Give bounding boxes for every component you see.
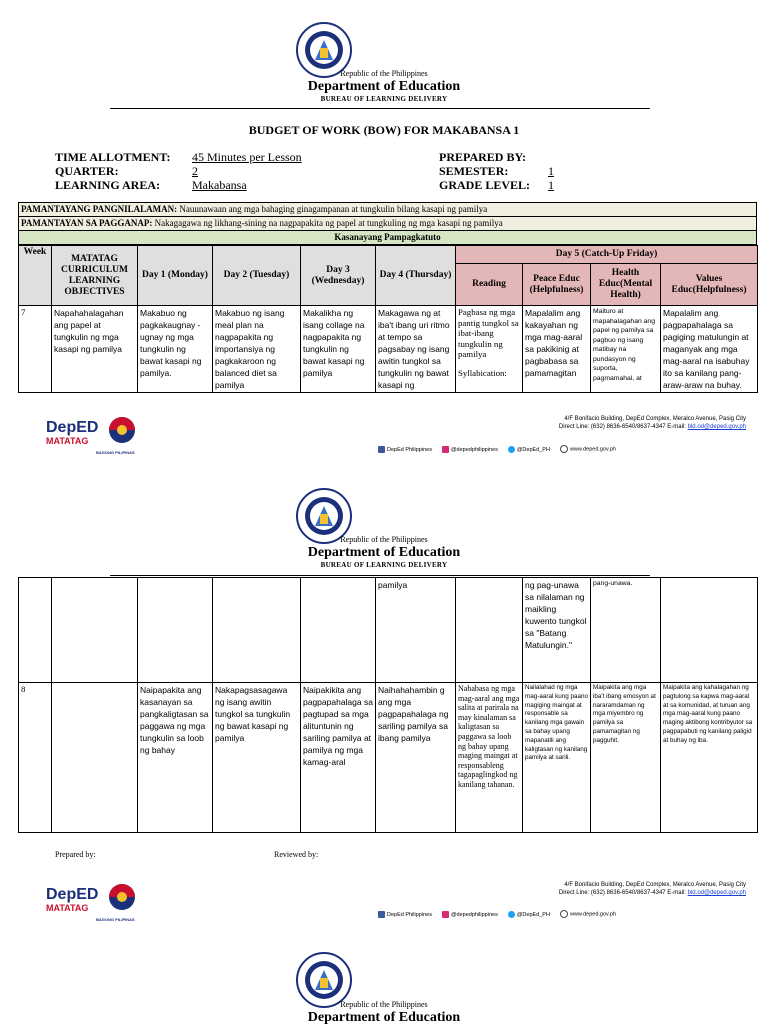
values-cell xyxy=(661,306,758,393)
globe-icon xyxy=(560,445,568,453)
facebook-icon xyxy=(378,911,385,918)
bow-table-page1 xyxy=(18,245,758,393)
semester-value: 1 xyxy=(548,164,554,178)
peace-cell: ng pag-unawa sa nilalaman ng maikling kuwento tungkol sa "Batang Matulungin." xyxy=(523,578,591,683)
social-links xyxy=(378,910,616,918)
health-header: Health Educ(Mental Health) xyxy=(591,264,661,306)
day2-cell xyxy=(213,578,301,683)
website-text: www.deped.gov.ph xyxy=(569,911,617,918)
table-row-week7-continued xyxy=(19,578,758,683)
objective-cell: Napahahalagahan ang papel at tungkulin ng mga kasapi ng pamilya xyxy=(52,306,138,393)
competency-heading: Kasanayang Pampagkatuto xyxy=(19,231,757,245)
website-link[interactable] xyxy=(560,910,616,918)
header-divider xyxy=(110,108,650,109)
values-cell: Maipakita ang kahalagahan ng pagtulong sa kapwa mag-aaral at sa komunidad, at turuan ang mga mag-aaral kung paano maging aktibong kontribyutor sa pagpapabuti ng kanilang paligid at buhay ng iba. xyxy=(661,683,758,833)
health-cell: Maipakita ang mga iba't ibang emosyon at nararamdaman ng mga miyembro ng pamilya sa pamamagitan ng pagguhit. xyxy=(591,683,661,833)
twitter-link[interactable] xyxy=(508,446,550,453)
instagram-icon xyxy=(442,911,449,918)
reading-text: Pagbasa ng mga pantig tungkol sa ibat-ibang tungkulin ng pamilya xyxy=(458,307,519,359)
social-links xyxy=(378,445,616,453)
week-header: Week xyxy=(19,246,52,306)
day3-cell: Naipakikita ang pagpapahalaga sa pagtupad sa mga alituntunin ng sariling pamilya at pamilya ng mga kamag-aral xyxy=(301,683,376,833)
instagram-icon xyxy=(442,446,449,453)
performance-standard-row xyxy=(19,217,757,231)
peace-cell xyxy=(523,306,591,393)
day5-header: Day 5 (Catch-Up Friday) xyxy=(456,246,758,264)
instagram-text: @depedphilippines xyxy=(450,446,498,453)
instagram-link[interactable] xyxy=(442,911,498,918)
week-cell xyxy=(19,578,52,683)
address-line: 4/F Bonifacio Building, DepEd Complex, Meralco Avenue, Pasig City xyxy=(564,416,746,422)
quarter-value: 2 xyxy=(192,164,198,178)
direct-line xyxy=(430,889,746,897)
direct-text: Direct Line: (632) 8636-6540/8637-4347 E-mail: xyxy=(558,890,686,896)
department-title: Department of Education xyxy=(307,545,461,560)
health-cell: pang-unawa. xyxy=(591,578,661,683)
day4-text: Makagawa ng at iba't ibang uri ritmo at tempo sa pagsabay ng isang awitin tungkol sa tungkulin ng bawat kasapi ng xyxy=(378,308,450,390)
day1-cell xyxy=(138,578,213,683)
deped-logo-text: DepED xyxy=(46,886,99,903)
table-row-week7 xyxy=(19,306,758,393)
reading-header: Reading xyxy=(456,264,523,306)
health-cell xyxy=(591,306,661,393)
day3-cell xyxy=(301,578,376,683)
website-link[interactable] xyxy=(560,445,616,453)
twitter-link[interactable] xyxy=(508,911,550,918)
day1-header: Day 1 (Monday) xyxy=(138,246,213,306)
bureau-text: BUREAU OF LEARNING DELIVERY xyxy=(320,561,448,569)
reading-cell xyxy=(456,578,523,683)
objective-cell xyxy=(52,683,138,833)
email-link[interactable]: bld.od@deped.gov.ph xyxy=(687,890,746,896)
day2-header: Day 2 (Tuesday) xyxy=(213,246,301,306)
matatag-logo-text: MATATAG xyxy=(46,903,89,913)
day2-cell: Nakapagsasagawa ng isang awitin tungkol sa tungkulin ng bawat kasapi ng pamilya xyxy=(213,683,301,833)
values-header: Values Educ(Helpfulness) xyxy=(661,264,758,306)
department-title: Department of Education xyxy=(307,79,461,94)
globe-icon xyxy=(560,910,568,918)
peace-text: Mapalalim ang kakayahan ng mga mag-aaral sa pakikinig at pagbabasa sa pamamagitan xyxy=(525,308,583,378)
matatag-logo-text: MATATAG xyxy=(46,436,89,446)
standards-table xyxy=(18,202,757,245)
quarter-label: QUARTER: xyxy=(55,164,119,178)
prepared-by-signature: Prepared by: xyxy=(55,850,96,859)
deped-logo-text: DepED xyxy=(46,419,99,436)
objectives-header: MATATAG CURRICULUM LEARNING OBJECTIVES xyxy=(52,246,138,306)
address-line: 4/F Bonifacio Building, DepEd Complex, Meralco Avenue, Pasig City xyxy=(564,882,746,888)
header-divider xyxy=(110,575,650,576)
bagong-pilipinas-icon xyxy=(100,414,144,448)
health-text: Maituro at mapahalagahan ang papel ng pamilya sa pagbuo ng isang matibay na pundasyon ng suporta, pagmamahal, at xyxy=(593,308,655,382)
grade-level-label: GRADE LEVEL: xyxy=(439,178,531,192)
bagong-pilipinas-icon xyxy=(100,881,144,915)
twitter-text: @DepEd_PH xyxy=(516,446,550,453)
department-title: Department of Education xyxy=(307,1010,461,1025)
performance-standard-text: Nakagagawa ng likhang-sining na nagpapakita ng papel at tungkuling ng mga kasapi ng pamilya xyxy=(154,218,503,228)
prepared-by-label: PREPARED BY: xyxy=(439,150,527,164)
day4-cell xyxy=(376,306,456,393)
day4-cell: pamilya xyxy=(376,578,456,683)
bagong-pilipinas-text: BAGONG PILIPINAS xyxy=(96,917,135,922)
grade-level-value: 1 xyxy=(548,178,554,192)
values-cell xyxy=(661,578,758,683)
reading-cell: Nababasa ng mga mag-aaral ang mga salita at parirala na may kinalaman sa kaligtasan sa paggawa sa loob ng bahay upang maging maingat at responsableng tagapaglingkod ng kanilang tahanan. xyxy=(456,683,523,833)
peace-header: Peace Educ (Helpfulness) xyxy=(523,264,591,306)
day2-cell: Makabuo ng isang meal plan na nagpapakita ng importansiya ng pagkakaroon ng balanced diet sa pamilya xyxy=(213,306,301,393)
republic-text: Republic of the Philippines xyxy=(340,69,428,78)
day4-header: Day 4 (Thursday) xyxy=(376,246,456,306)
day1-cell: Naipapakita ang kasanayan sa pangkaligtasan sa paggawa ng mga tungkulin sa loob ng bahay xyxy=(138,683,213,833)
content-standard-text: Nauunawaan ang mga bahaging ginagampanan at tungkulin bilang kasapi ng pamilya xyxy=(179,204,488,214)
learning-area-value: Makabansa xyxy=(192,178,247,192)
performance-standard-label: PAMANTAYAN SA PAGGANAP: xyxy=(21,218,153,228)
peace-cell: Nailalahad ng mga mag-aaral kung paano magiging maingat at responsable sa kanilang mga gawain sa bahay upang mapanatili ang kaligtasan ng kanilang pamilya at sarili. xyxy=(523,683,591,833)
facebook-link[interactable] xyxy=(378,911,432,918)
facebook-text: DepEd Philippines xyxy=(387,911,432,918)
email-link[interactable]: bld.od@deped.gov.ph xyxy=(687,424,746,430)
document-title: BUDGET OF WORK (BOW) FOR MAKABANSA 1 xyxy=(248,123,520,137)
footer-address xyxy=(430,881,746,897)
footer-address xyxy=(430,415,746,431)
reading-cell xyxy=(456,306,523,393)
twitter-icon xyxy=(508,911,515,918)
deped-matatag-logo xyxy=(46,887,98,913)
facebook-link[interactable] xyxy=(378,446,432,453)
bureau-text: BUREAU OF LEARNING DELIVERY xyxy=(320,95,448,103)
table-row-week8 xyxy=(19,683,758,833)
time-allotment-value: 45 Minutes per Lesson xyxy=(192,150,302,164)
content-standard-label: PAMANTAYANG PANGNILALAMAN: xyxy=(21,204,178,214)
republic-text: Republic of the Philippines xyxy=(340,1000,428,1009)
week-cell: 8 xyxy=(19,683,52,833)
direct-line xyxy=(430,423,746,431)
time-allotment-label: TIME ALLOTMENT: xyxy=(55,150,171,164)
reviewed-by-signature: Reviewed by: xyxy=(274,850,319,859)
bow-table-page2 xyxy=(18,577,758,833)
facebook-icon xyxy=(378,446,385,453)
learning-area-label: LEARNING AREA: xyxy=(55,178,161,192)
bagong-pilipinas-text: BAGONG PILIPINAS xyxy=(96,450,135,455)
objective-cell xyxy=(52,578,138,683)
instagram-text: @depedphilippines xyxy=(450,911,498,918)
content-standard-row xyxy=(19,203,757,217)
day3-cell: Makalikha ng isang collage na nagpapakita ng tungkulin ng bawat kasapi ng pamilya xyxy=(301,306,376,393)
direct-text: Direct Line: (632) 8636-6540/8637-4347 E-mail: xyxy=(558,424,686,430)
twitter-icon xyxy=(508,446,515,453)
week-cell: 7 xyxy=(19,306,52,393)
day3-header: Day 3 (Wednesday) xyxy=(301,246,376,306)
instagram-link[interactable] xyxy=(442,446,498,453)
facebook-text: DepEd Philippines xyxy=(387,446,432,453)
website-text: www.deped.gov.ph xyxy=(569,446,617,453)
values-text: Mapalalim ang pagpapahalaga sa pagiging matulungin at maganyak ang mga mag-aaral na isabuhay ito sa kanilang pang-araw-araw na buhay. xyxy=(663,308,750,390)
republic-text: Republic of the Philippines xyxy=(340,535,428,544)
day4-cell: Naihahahambin g ang mga pagpapahalaga ng sariling pamilya sa ibang pamilya xyxy=(376,683,456,833)
semester-label: SEMESTER: xyxy=(439,164,509,178)
syllabication-text: Syllabication: xyxy=(458,367,507,378)
deped-matatag-logo xyxy=(46,420,98,446)
twitter-text: @DepEd_PH xyxy=(516,911,550,918)
day1-cell: Makabuo ng pagkakaugnay -ugnay ng mga tungkulin ng bawat kasapi ng pamilya. xyxy=(138,306,213,393)
